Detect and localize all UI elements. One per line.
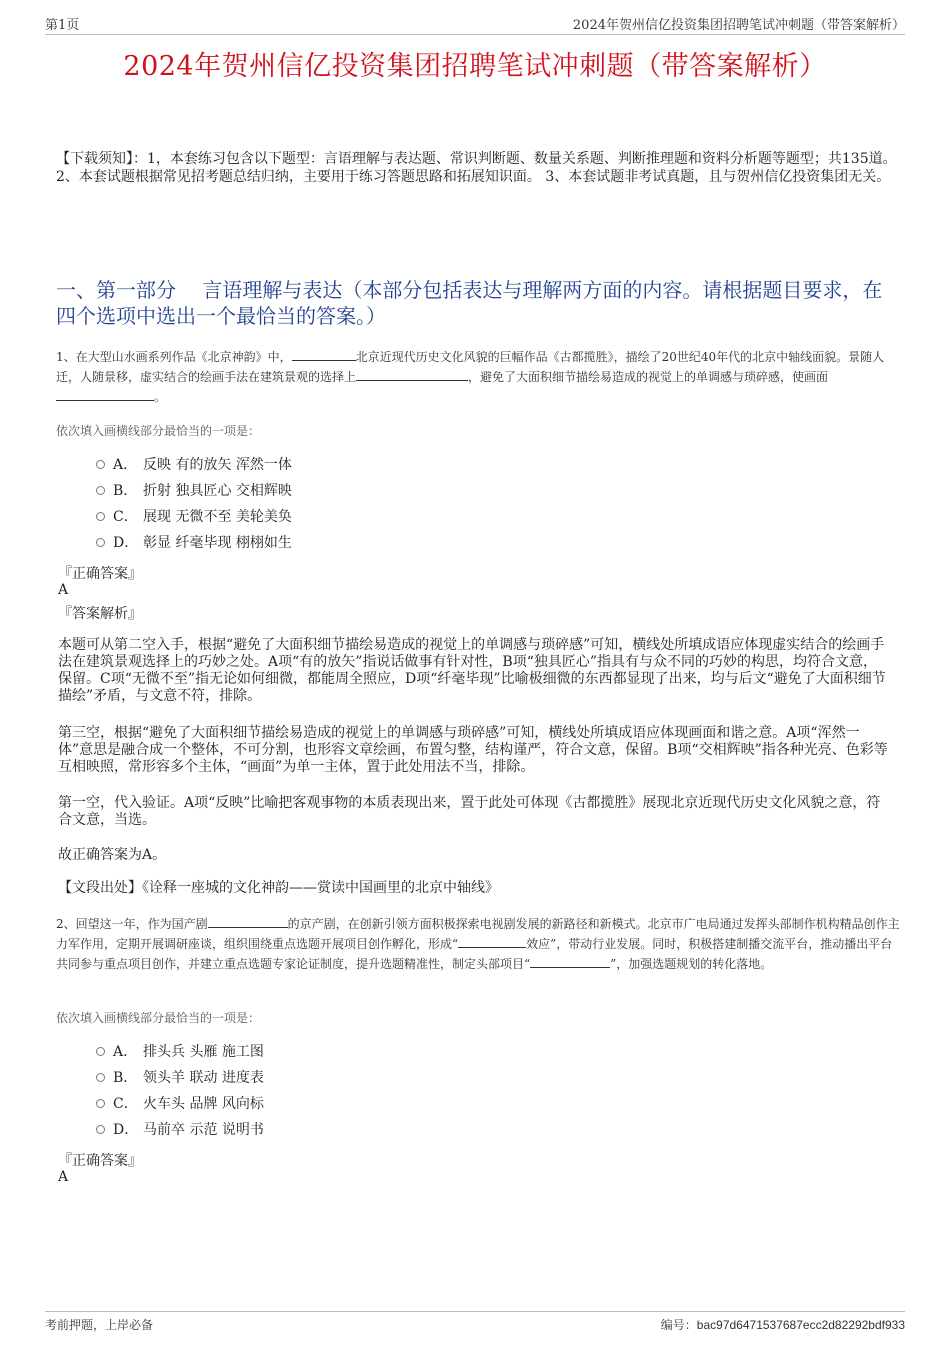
q1-analysis-label: 『答案解析』	[58, 606, 142, 622]
radio-icon[interactable]	[96, 1125, 105, 1134]
q1-answer: A	[58, 582, 69, 598]
q2-answer: A	[58, 1169, 69, 1185]
page-header	[45, 14, 905, 35]
q1-option-d[interactable]	[96, 530, 292, 556]
q2-text-1: 2、回望这一年，作为国产剧	[56, 917, 208, 931]
option-text: 彰显 纤毫毕现 栩栩如生	[143, 535, 292, 551]
q2-option-a[interactable]	[96, 1039, 264, 1065]
question-1-stem	[56, 347, 902, 407]
option-letter: A．	[113, 457, 138, 473]
q2-text-4: ”，加强选题规划的转化落地。	[610, 957, 773, 971]
option-letter: B．	[113, 483, 138, 499]
question-2-prompt: 依次填入画横线部分最恰当的一项是：	[56, 1011, 261, 1025]
q1-text-1: 1、在大型山水画系列作品《北京神韵》中，	[56, 350, 292, 364]
footer-code-label: 编号：	[660, 1318, 697, 1332]
option-text: 展现 无微不至 美轮美奂	[143, 509, 292, 525]
q1-blank-1	[292, 348, 356, 361]
question-2-stem	[56, 914, 902, 974]
option-letter: D．	[113, 535, 139, 551]
option-letter: D．	[113, 1122, 139, 1138]
q1-blank-3	[56, 388, 154, 401]
option-letter: A．	[113, 1044, 138, 1060]
question-1-options	[96, 452, 292, 556]
q2-text-2: 的京产剧，在创新引领方面积极探索电视剧发展的新路径和新模式。北京市广电局通过发挥头部制作机构精品创作主力军作用，定期开展调研座谈，组织围绕重点选题开展项目创作孵化，形成“	[56, 917, 900, 951]
q2-text-3: 效应”，带动行业发展。同时，积极搭建制播交流平台，推动播出平台共同参与重点项目创作，并建立重点选题专家论证制度，提升选题精准性，制定头部项目“	[56, 937, 893, 971]
option-text: 火车头 品牌 风向标	[143, 1096, 264, 1112]
q2-option-b[interactable]	[96, 1065, 264, 1091]
radio-icon[interactable]	[96, 1047, 105, 1056]
q2-answer-label: 『正确答案』	[58, 1153, 142, 1169]
q1-analysis-paragraph: 第三空，根据“避免了大面积细节描绘易造成的视觉上的单调感与琐碎感”可知，横线处所填成语应体现画面和谐之意。A项“浑然一体”意思是融合成一个整体，不可分割，也形容文章绘画，布置匀整，结构谨严，符合文意，保留。B项“交相辉映”指各种光亮、色彩等互相映照，常形容多个主体，“画面”为单一主体，置于此处用法不当，排除。	[58, 725, 888, 775]
q1-analysis-paragraph: 第一空，代入验证。A项“反映”比喻把客观事物的本质表现出来，置于此处可体现《古都揽胜》展现北京近现代历史文化风貌之意，符合文意，当选。	[58, 795, 881, 828]
footer-code	[661, 1316, 905, 1333]
radio-icon[interactable]	[96, 512, 105, 521]
q2-option-c[interactable]	[96, 1091, 264, 1117]
option-letter: B．	[113, 1070, 138, 1086]
option-text: 马前卒 示范 说明书	[143, 1122, 264, 1138]
q1-option-c[interactable]	[96, 504, 292, 530]
q1-text-2: 北京近现代历史文化风貌的巨幅作品《古都揽胜》，描绘了20世纪40年代的北京中轴线面貌。景随人迁，人随景移，虚实结合的绘画手法在建筑景观的选择上	[56, 350, 885, 384]
q1-answer-label: 『正确答案』	[58, 566, 142, 582]
option-text: 折射 独具匠心 交相辉映	[143, 483, 292, 499]
option-letter: C．	[113, 509, 138, 525]
q1-analysis-paragraph: 本题可从第二空入手，根据“避免了大面积细节描绘易造成的视觉上的单调感与琐碎感”可知，横线处所填成语应体现虚实结合的绘画手法在建筑景观选择上的巧妙之处。A项“有的放矢”指说话做事有针对性，B项“独具匠心”指具有与众不同的巧妙的构思，均符合文意，保留。C项“无微不至”指无论如何细微，都能周全照应，D项“纤毫毕现”比喻极细微的东西都显现了出来，均与后文“避免了大面积细节描绘”矛盾，与文意不符，排除。	[58, 637, 886, 704]
radio-icon[interactable]	[96, 460, 105, 469]
radio-icon[interactable]	[96, 1073, 105, 1082]
q1-blank-2	[356, 368, 468, 381]
q1-source: 【文段出处】《诠释一座城的文化神韵——赏读中国画里的北京中轴线》	[58, 880, 499, 896]
option-letter: C．	[113, 1096, 138, 1112]
radio-icon[interactable]	[96, 1099, 105, 1108]
q2-option-d[interactable]	[96, 1117, 264, 1143]
option-text: 反映 有的放矢 浑然一体	[143, 457, 292, 473]
q2-blank-1	[208, 915, 288, 928]
q1-text-4: 。	[154, 390, 167, 404]
page-title: 2024年贺州信亿投资集团招聘笔试冲刺题（带答案解析）	[123, 51, 827, 82]
question-1-prompt: 依次填入画横线部分最恰当的一项是：	[56, 424, 261, 438]
section-title: 一、第一部分 言语理解与表达（本部分包括表达与理解两方面的内容。请根据题目要求，在四个选项中选出一个最恰当的答案。）	[56, 278, 883, 328]
q1-option-a[interactable]	[96, 452, 292, 478]
page-footer	[45, 1311, 905, 1334]
q2-blank-3	[530, 955, 610, 968]
option-text: 领头羊 联动 进度表	[143, 1070, 264, 1086]
page-number: 第1页	[45, 18, 80, 33]
q2-blank-2	[458, 935, 526, 948]
question-2-options	[96, 1039, 264, 1143]
footer-code-value: bac97d6471537687ecc2d82292bdf933	[696, 1318, 905, 1332]
radio-icon[interactable]	[96, 538, 105, 547]
radio-icon[interactable]	[96, 486, 105, 495]
header-doc-title: 2024年贺州信亿投资集团招聘笔试冲刺题（带答案解析）	[572, 18, 905, 33]
q1-option-b[interactable]	[96, 478, 292, 504]
footer-slogan: 考前押题，上岸必备	[45, 1318, 154, 1332]
q1-analysis-conclusion: 故正确答案为A。	[58, 847, 167, 863]
q1-text-3: ，避免了大面积细节描绘易造成的视觉上的单调感与琐碎感，使画面	[468, 370, 829, 384]
option-text: 排头兵 头雁 施工图	[143, 1044, 264, 1060]
download-notice: 【下载须知】：1，本套练习包含以下题型：言语理解与表达题、常识判断题、数量关系题、判断推理题和资料分析题等题型；共135道。 2、本套试题根据常见招考题总结归纳，主要用于练习答题思路和拓展知识面。 3、本套试题非考试真题，且与贺州信亿投资集团无关。	[56, 151, 897, 185]
